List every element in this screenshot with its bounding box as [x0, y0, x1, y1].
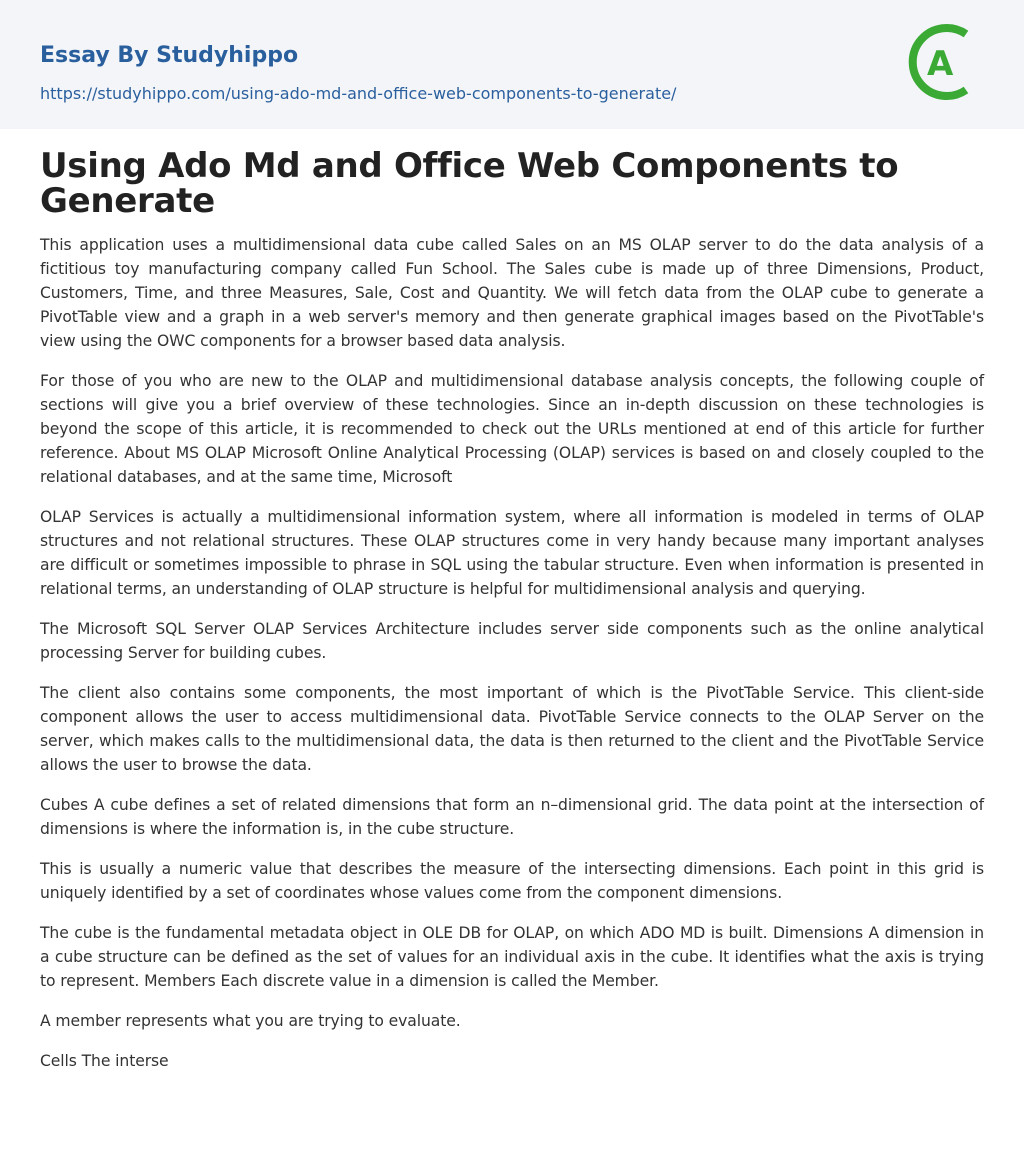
article: [0, 129, 1024, 1073]
site-title[interactable]: Essay By Studyhippo: [40, 43, 299, 68]
page-url-link[interactable]: https://studyhippo.com/using-ado-md-and-office-web-components-to-generate/: [40, 84, 677, 103]
paragraph: This is usually a numeric value that describes the measure of the intersecting dimensions. Each point in this grid is uniquely identified by a set of coordinates whose values come from the component dimensions.: [40, 860, 984, 902]
paragraph: For those of you who are new to the OLAP and multidimensional database analysis concepts, the following couple of sections will give you a brief overview of these technologies. Since an in-depth discussion on these technologies is beyond the scope of this article, it is recommended to check out the URLs mentioned at end of this article for further reference. About MS OLAP Microsoft Online Analytical Processing (OLAP) services is based on and closely coupled to the relational databases, and at the same time, Microsoft: [40, 372, 984, 486]
paragraph: This application uses a multidimensional data cube called Sales on an MS OLAP server to do the data analysis of a fictitious toy manufacturing company called Fun School. The Sales cube is made up of three Dimensions, Product, Customers, Time, and three Measures, Sale, Cost and Quantity. We will fetch data from the OLAP cube to generate a PivotTable view and a graph in a web server's memory and then generate graphical images based on the PivotTable's view using the OWC components for a browser based data analysis.: [40, 236, 984, 350]
site-header: [0, 0, 1024, 129]
page-title: Using Ado Md and Office Web Components to Generate: [40, 146, 899, 221]
paragraph: Cubes A cube defines a set of related dimensions that form an n–dimensional grid. The data point at the intersection of dimensions is where the information is, in the cube structure.: [40, 796, 984, 838]
paragraph: The Microsoft SQL Server OLAP Services Architecture includes server side components such as the online analytical processing Server for building cubes.: [40, 620, 984, 662]
paragraph: A member represents what you are trying to evaluate.: [40, 1012, 461, 1030]
logo-letter: A: [927, 44, 954, 84]
paragraph: Cells The interse: [40, 1052, 169, 1070]
paragraph: The client also contains some components, the most important of which is the PivotTable Service. This client-side component allows the user to access multidimensional data. PivotTable Service connects to the OLAP Server on the server, which makes calls to the multidimensional data, the data is then returned to the client and the PivotTable Service allows the user to browse the data.: [40, 684, 984, 774]
paragraph: The cube is the fundamental metadata object in OLE DB for OLAP, on which ADO MD is built. Dimensions A dimension in a cube structure can be defined as the set of values for an individual axis in the cube. It identifies what the axis is trying to represent. Members Each discrete value in a dimension is called the Member.: [40, 924, 984, 990]
paragraph: OLAP Services is actually a multidimensional information system, where all information is modeled in terms of OLAP structures and not relational structures. These OLAP structures come in very handy because many important analyses are difficult or sometimes impossible to phrase in SQL using the tabular structure. Even when information is presented in relational terms, an understanding of OLAP structure is helpful for multidimensional analysis and querying.: [40, 508, 984, 598]
studyhippo-logo-icon[interactable]: [900, 20, 984, 104]
